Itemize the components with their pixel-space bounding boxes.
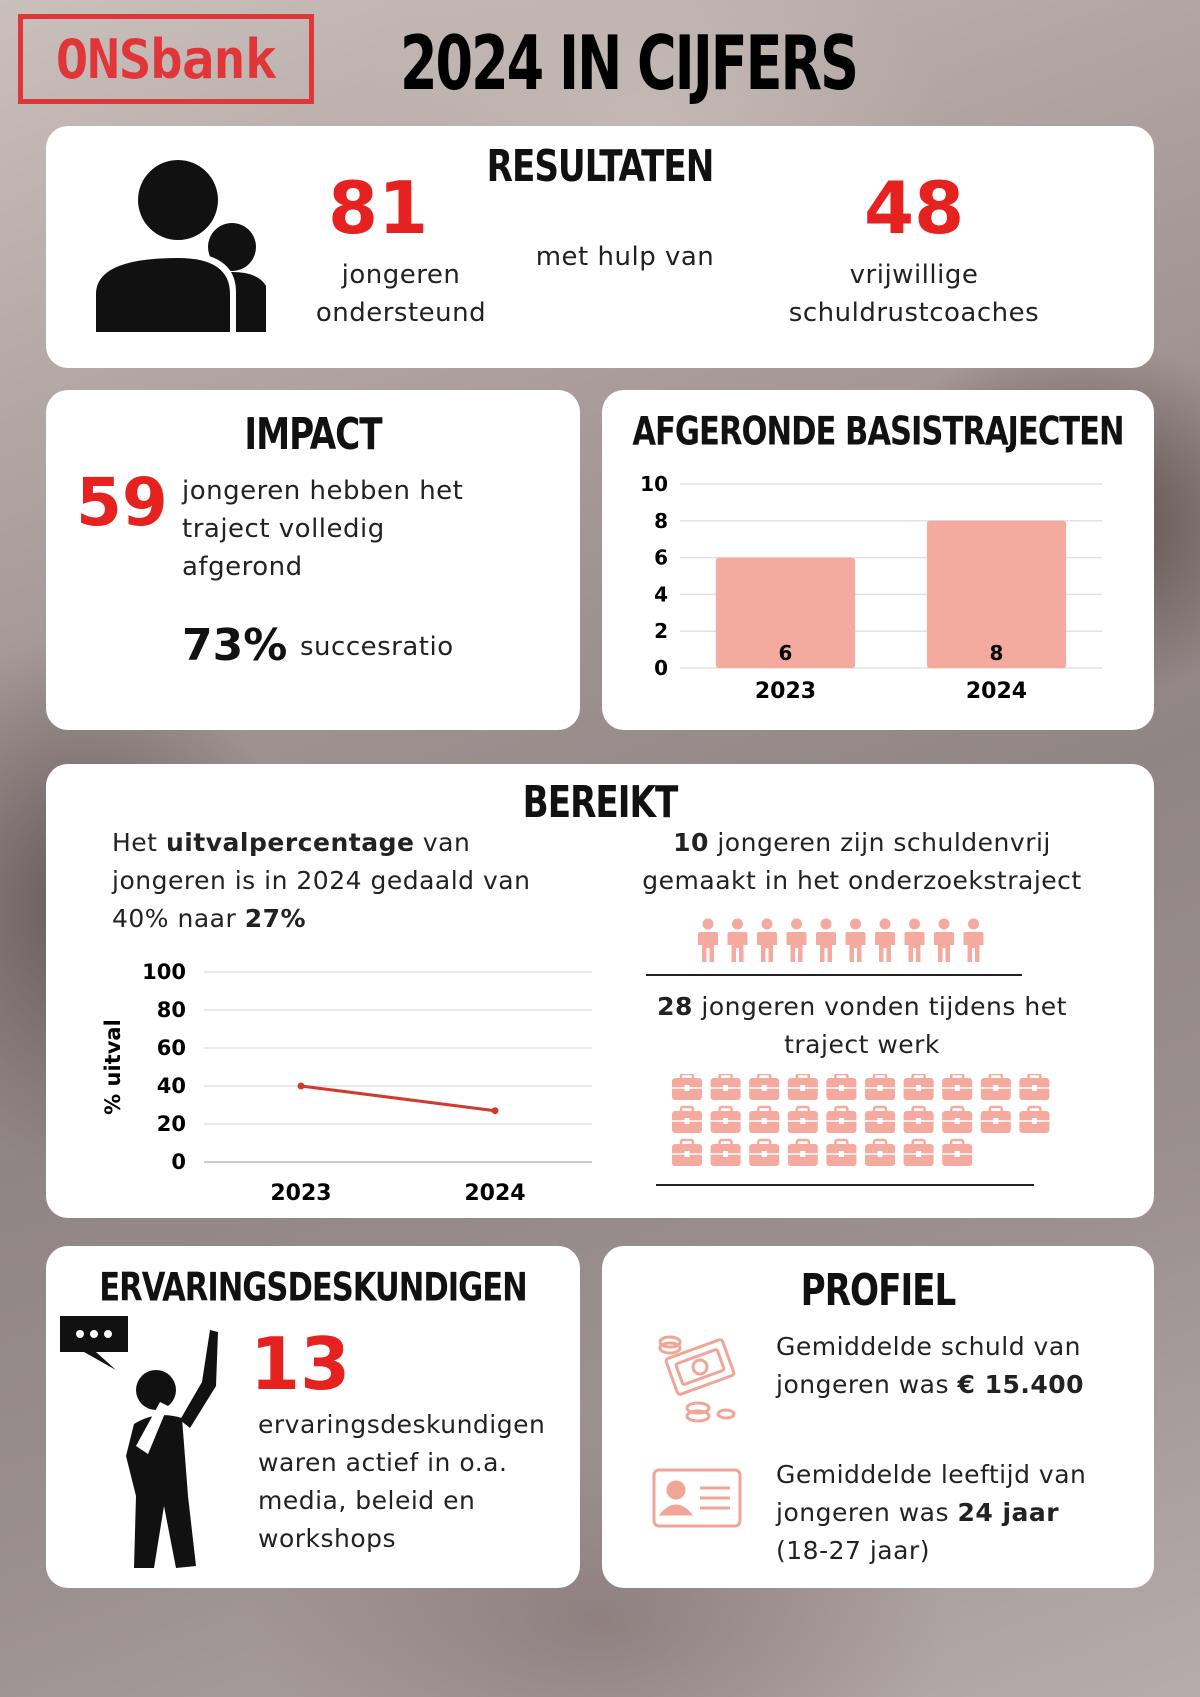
data-point (298, 1083, 305, 1090)
y-tick-label: 40 (156, 1074, 186, 1098)
y-tick-label: 0 (171, 1150, 186, 1174)
y-tick-label: 100 (142, 960, 186, 984)
completed-number: 59 (76, 464, 168, 541)
x-tick-label: 2023 (270, 1181, 332, 1206)
avg-debt-text: Gemiddelde schuld van jongeren was € 15.400 (776, 1332, 1085, 1399)
briefcase-icon (904, 1140, 934, 1166)
person-icon (816, 919, 836, 963)
bar-value-label: 8 (989, 641, 1004, 665)
dropout-text: Het uitvalpercentage van jongeren is in 2024 gedaald van 40% naar 27% (112, 828, 531, 933)
ervaring-title: ERVARINGSDESKUNDIGEN (99, 1265, 527, 1311)
y-tick-label: 8 (654, 508, 668, 533)
briefcase-icon (865, 1074, 895, 1100)
divider (646, 974, 1022, 976)
briefcase-icon (942, 1074, 972, 1100)
briefcase-icon (981, 1107, 1011, 1133)
impact-title: IMPACT (244, 408, 382, 460)
dropout-line-chart (46, 954, 606, 1214)
briefcase-icon (711, 1140, 741, 1166)
briefcase-icon (788, 1107, 818, 1133)
x-tick-label: 2023 (754, 679, 817, 704)
briefcase-icon (788, 1140, 818, 1166)
success-ratio-label: succesratio (300, 632, 454, 662)
people-icon (86, 152, 266, 332)
ervaring-card (46, 1246, 580, 1588)
money-icon (650, 1326, 750, 1426)
briefcase-icon (865, 1140, 895, 1166)
data-point (492, 1107, 499, 1114)
briefcase-icon (672, 1074, 702, 1100)
person-icon (905, 919, 925, 963)
briefcase-icon (904, 1074, 934, 1100)
briefcase-icon (826, 1107, 856, 1133)
success-ratio: 73% (182, 620, 288, 671)
supported-youth-number: 81 (328, 166, 429, 250)
resultaten-title: RESULTATEN (486, 140, 714, 192)
briefcase-icon (749, 1140, 779, 1166)
briefcase-icon (672, 1140, 702, 1166)
bereikt-title: BEREIKT (522, 776, 678, 828)
x-tick-label: 2024 (965, 679, 1028, 704)
person-icon (875, 919, 895, 963)
briefcase-icon (1019, 1074, 1049, 1100)
briefcase-icon (981, 1074, 1011, 1100)
dropout-line (301, 1086, 495, 1111)
briefcase-icon (942, 1107, 972, 1133)
person-icon (728, 919, 748, 963)
y-tick-label: 60 (156, 1036, 186, 1060)
debt-free-people-icons (696, 918, 1056, 964)
resultaten-card (46, 126, 1154, 368)
y-tick-label: 10 (640, 472, 668, 496)
briefcase-icon (826, 1074, 856, 1100)
briefcase-icon (942, 1140, 972, 1166)
experts-text: ervaringsdeskundigen waren actief in o.a. media, beleid en workshops (258, 1410, 546, 1553)
coaches-number: 48 (864, 166, 965, 250)
person-icon (757, 919, 777, 963)
id-card-icon (652, 1468, 742, 1528)
profiel-title: PROFIEL (800, 1264, 956, 1316)
y-tick-label: 2 (654, 619, 668, 644)
bar-value-label: 6 (778, 641, 793, 665)
debt-free-text: 10 jongeren zijn schuldenvrij gemaakt in het onderzoekstraject (642, 828, 1082, 895)
briefcase-icon (865, 1107, 895, 1133)
supported-youth-label: jongeren ondersteund (315, 260, 487, 328)
bereikt-card (46, 764, 1154, 1218)
x-tick-label: 2024 (464, 1181, 526, 1206)
briefcase-icon (749, 1074, 779, 1100)
experts-number: 13 (250, 1322, 351, 1406)
briefcase-icon (711, 1107, 741, 1133)
y-tick-label: 4 (654, 582, 668, 607)
logo (18, 14, 314, 104)
coaches-label: vrijwillige schuldrustcoaches (788, 260, 1040, 328)
briefcase-icon (711, 1074, 741, 1100)
person-icon (698, 919, 718, 963)
impact-card (46, 390, 580, 730)
person-icon (964, 919, 984, 963)
basistrajecten-bar-chart (602, 390, 1154, 730)
person-icon (846, 919, 866, 963)
divider (656, 1184, 1034, 1186)
profiel-card (602, 1246, 1154, 1588)
page-title: 2024 IN CIJFERS (400, 20, 858, 108)
y-tick-label: 0 (654, 656, 668, 680)
y-tick-label: 6 (654, 545, 668, 570)
basistrajecten-card (602, 390, 1154, 730)
y-tick-label: 20 (156, 1112, 186, 1136)
job-found-text: 28 jongeren vonden tijdens het traject werk (657, 992, 1067, 1059)
briefcase-icon (826, 1140, 856, 1166)
avg-age-text: Gemiddelde leeftijd van jongeren was 24 jaar (18-27 jaar) (776, 1460, 1087, 1565)
person-icon (934, 919, 954, 963)
logo-text: ONSbank (55, 27, 277, 91)
briefcase-icon (904, 1107, 934, 1133)
briefcase-icon (672, 1107, 702, 1133)
briefcase-icon (1019, 1107, 1049, 1133)
speaker-icon (56, 1306, 256, 1576)
basistrajecten-title: AFGERONDE BASISTRAJECTEN (632, 409, 1124, 455)
y-axis-label: % uitval (101, 1019, 125, 1115)
completed-text: jongeren hebben het traject volledig afgerond (182, 476, 464, 582)
person-icon (787, 919, 807, 963)
y-tick-label: 80 (156, 998, 186, 1022)
briefcase-icon (749, 1107, 779, 1133)
with-help-of-label: met hulp van (535, 242, 715, 272)
job-found-briefcase-icons (672, 1074, 1112, 1184)
briefcase-icon (788, 1074, 818, 1100)
